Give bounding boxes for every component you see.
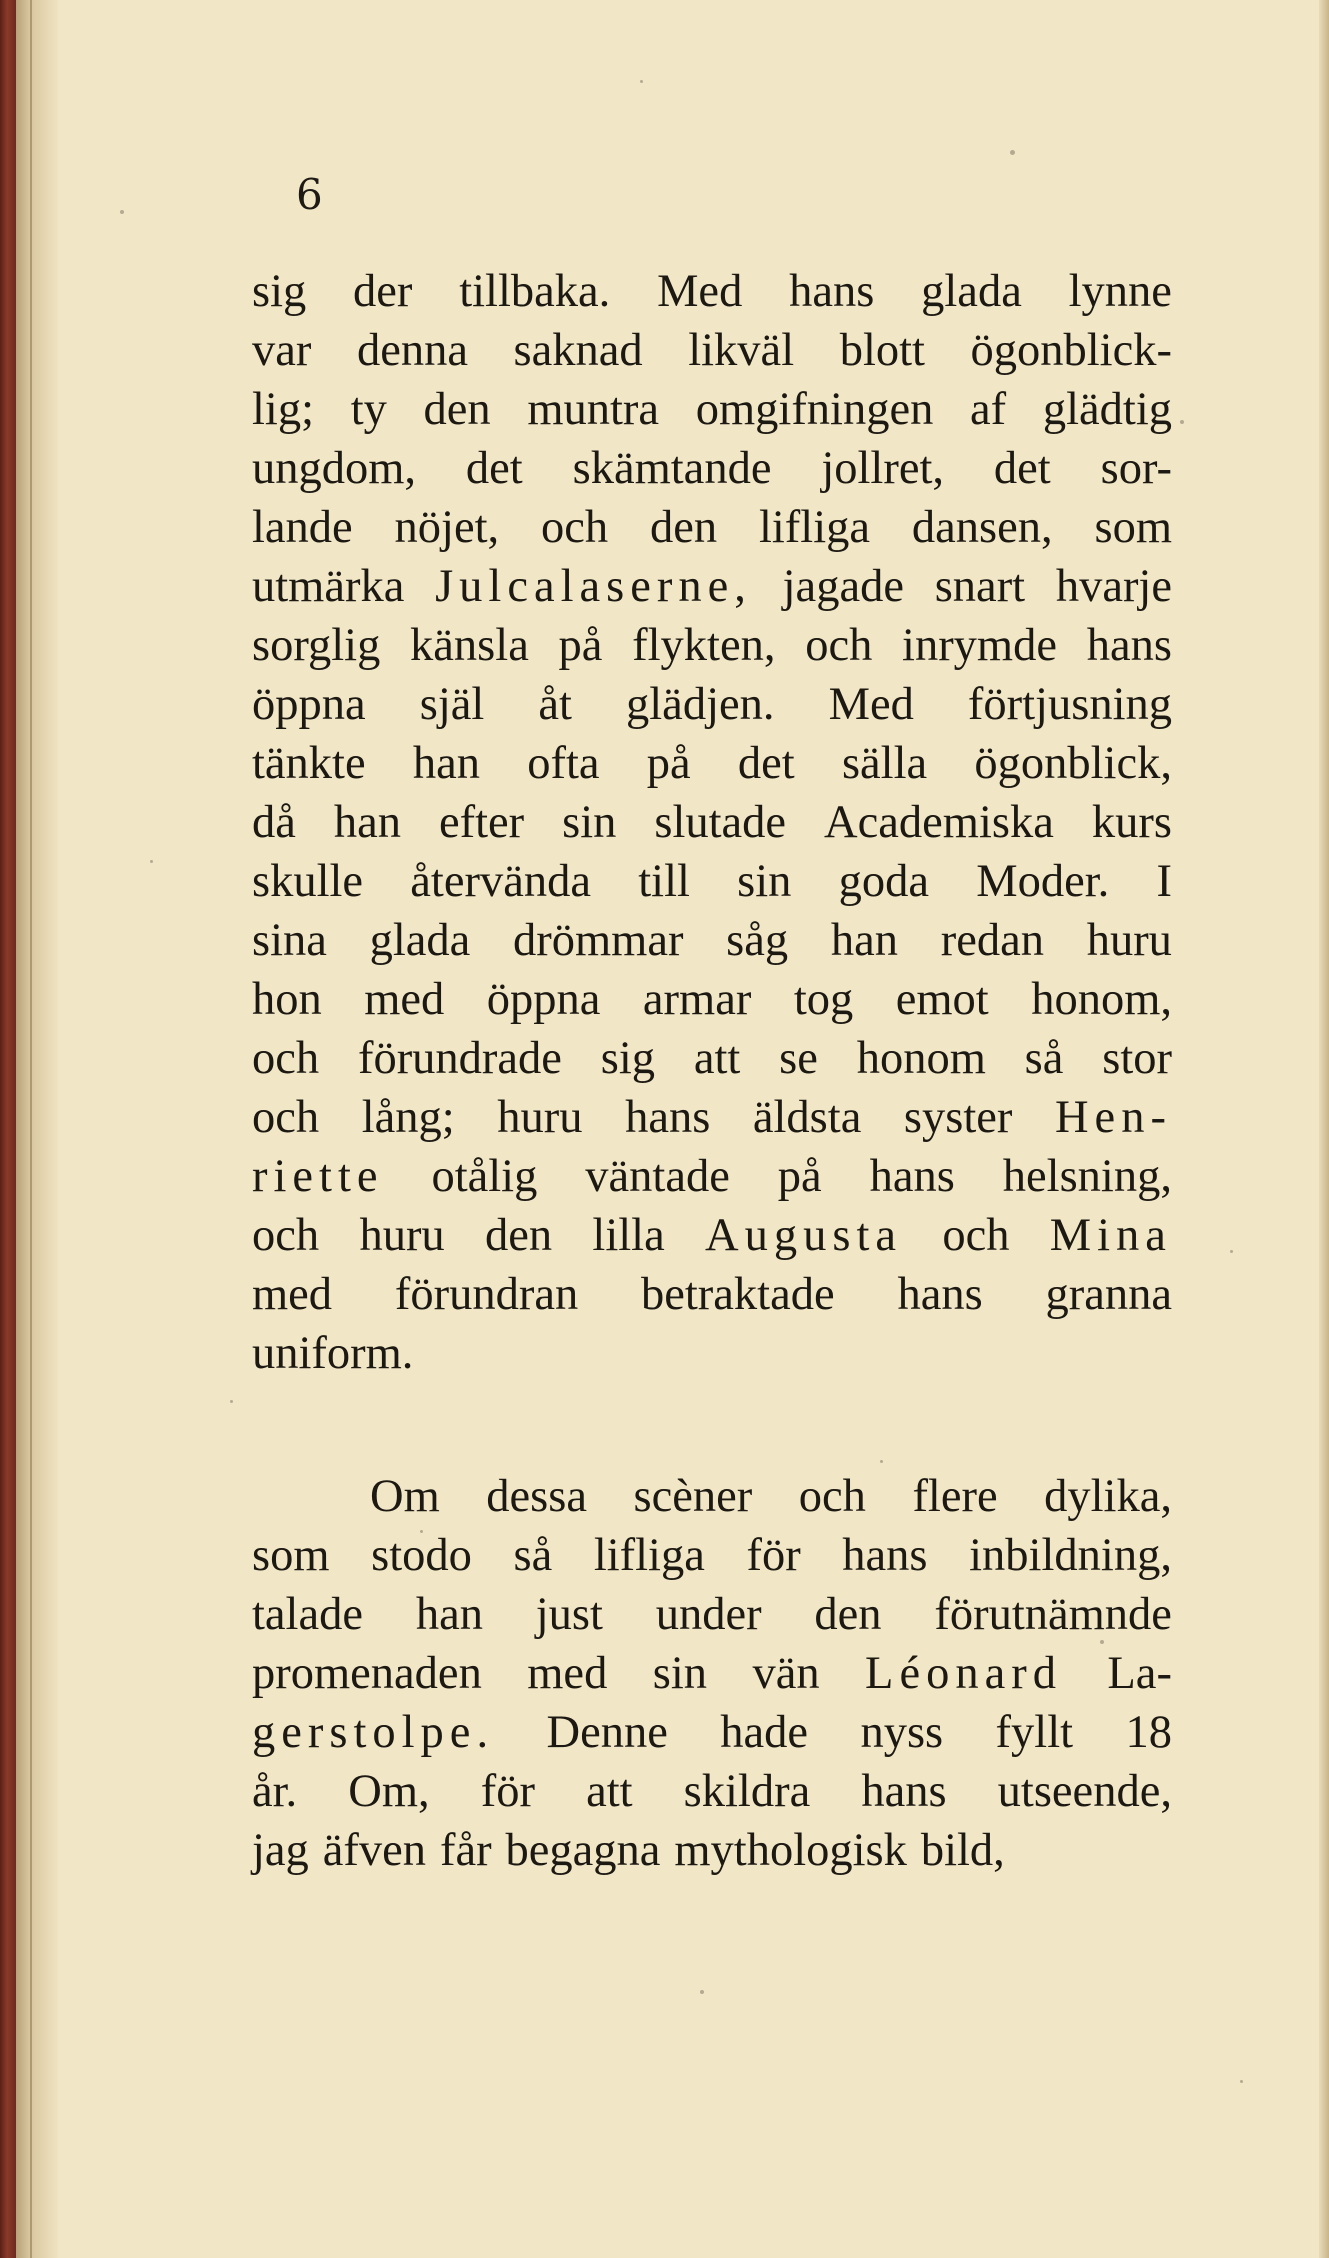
word: det <box>465 443 523 494</box>
word: drömmar <box>513 915 684 966</box>
gutter-line <box>30 0 32 2258</box>
word: ungdom, <box>252 443 417 494</box>
word: så <box>1024 1033 1064 1084</box>
text-line <box>252 380 1172 439</box>
word: Denne <box>546 1707 668 1758</box>
page-number: 6 <box>296 170 323 219</box>
word: dessa <box>486 1471 587 1522</box>
word: promenaden <box>252 1648 482 1699</box>
word: gerstolpe. <box>252 1707 495 1758</box>
word: huru <box>1086 915 1172 966</box>
word: omgifningen <box>695 384 934 435</box>
word: tillbaka. <box>459 266 611 317</box>
word: sälla <box>841 738 928 789</box>
paper-fleck <box>700 1990 704 1994</box>
word: Mina <box>1049 1210 1172 1261</box>
word: talade <box>252 1589 364 1640</box>
text-line <box>252 734 1172 793</box>
word: betraktade <box>641 1269 835 1320</box>
word: Hen- <box>1054 1092 1172 1143</box>
word: tog <box>793 974 854 1025</box>
word: sor- <box>1100 443 1172 494</box>
paper-fleck <box>1180 420 1184 424</box>
text-line <box>252 1324 1172 1383</box>
paper-fleck <box>1230 1250 1233 1253</box>
word: till <box>638 856 690 907</box>
word: han <box>830 915 899 966</box>
word: då <box>252 797 296 848</box>
word: och <box>252 1033 320 1084</box>
word: fyllt <box>995 1707 1074 1758</box>
word: hans <box>625 1092 711 1143</box>
word: der <box>353 266 413 317</box>
word: glada <box>921 266 1022 317</box>
word: för <box>480 1766 535 1817</box>
text-line <box>252 616 1172 675</box>
word: uniform. <box>252 1328 414 1379</box>
book-binding <box>0 0 16 2258</box>
word: den <box>649 502 718 553</box>
word: slutade <box>654 797 787 848</box>
word: af <box>970 384 1007 435</box>
word: utseende, <box>997 1766 1172 1817</box>
paper-fleck <box>1010 150 1015 155</box>
word: hans <box>842 1530 928 1581</box>
word: Om, <box>348 1766 430 1817</box>
word: med <box>252 1269 333 1320</box>
word: I <box>1156 856 1172 907</box>
word: såg <box>726 915 789 966</box>
word: åt <box>538 679 572 730</box>
word: jag <box>252 1825 309 1876</box>
word: med <box>527 1648 608 1699</box>
word: sin <box>562 797 617 848</box>
word: förutnämnde <box>934 1589 1172 1640</box>
word: tänkte <box>252 738 366 789</box>
word: år. <box>252 1766 298 1817</box>
word: väntade <box>585 1151 730 1202</box>
word: hade <box>720 1707 809 1758</box>
word: och <box>252 1210 320 1261</box>
word: emot <box>895 974 989 1025</box>
word: förundrade <box>357 1033 562 1084</box>
word: glädjen. <box>626 679 775 730</box>
word: likväl <box>688 325 795 376</box>
word: lång; <box>361 1092 455 1143</box>
word: som <box>252 1530 330 1581</box>
word: han <box>333 797 401 848</box>
word: glädtig <box>1042 384 1172 435</box>
word: muntra <box>527 384 660 435</box>
word: se <box>779 1033 818 1084</box>
word: att <box>586 1766 633 1817</box>
word: dylika, <box>1044 1471 1172 1522</box>
word: förundran <box>394 1269 579 1320</box>
word: inbildning, <box>969 1530 1172 1581</box>
word: nöjet, <box>394 502 500 553</box>
word: öppna <box>486 974 601 1025</box>
word: ty <box>350 384 387 435</box>
word: förtjusning <box>967 679 1172 730</box>
text-line <box>252 1088 1172 1147</box>
word: vän <box>752 1648 820 1699</box>
word: lifliga <box>593 1530 705 1581</box>
word: flere <box>912 1471 998 1522</box>
text-line <box>252 498 1172 557</box>
word: dansen, <box>911 502 1053 553</box>
text-line <box>252 439 1172 498</box>
paragraph <box>252 1467 1172 1880</box>
paper-fleck <box>420 1530 423 1533</box>
word: lig; <box>252 384 315 435</box>
word: den <box>423 384 491 435</box>
word: bild, <box>920 1825 1005 1876</box>
text-line <box>252 321 1172 380</box>
word: huru <box>497 1092 583 1143</box>
word: stodo <box>371 1530 472 1581</box>
word: sig <box>252 266 307 317</box>
word: otålig <box>431 1151 538 1202</box>
word: och <box>798 1471 866 1522</box>
paper-fleck <box>1100 1640 1104 1644</box>
word: sig <box>600 1033 656 1084</box>
text-line <box>252 793 1172 852</box>
word: 18 <box>1125 1707 1172 1758</box>
word: får <box>439 1825 492 1876</box>
word: hans <box>1086 620 1172 671</box>
word: efter <box>438 797 525 848</box>
text-line <box>252 1821 1172 1880</box>
word: sin <box>652 1648 708 1699</box>
text-line <box>252 1265 1172 1324</box>
word: honom, <box>1031 974 1172 1025</box>
word: och <box>541 502 609 553</box>
word: hans <box>897 1269 983 1320</box>
word: på <box>777 1151 822 1202</box>
word: saknad <box>513 325 643 376</box>
word: och <box>805 620 873 671</box>
word: honom <box>856 1033 986 1084</box>
word: blott <box>839 325 925 376</box>
word: jagade <box>782 561 904 612</box>
text-line <box>252 262 1172 321</box>
word: hvarje <box>1055 561 1172 612</box>
word: känsla <box>410 620 529 671</box>
word: utmärka <box>252 561 405 612</box>
text-line <box>252 1029 1172 1088</box>
paragraph <box>252 262 1172 1383</box>
word: hans <box>789 266 875 317</box>
text-line <box>252 1467 1172 1526</box>
word: Om <box>370 1471 440 1522</box>
text-line <box>252 1703 1172 1762</box>
word: kurs <box>1091 797 1172 848</box>
word: scèner <box>633 1471 753 1522</box>
word: och <box>252 1092 320 1143</box>
word: jollret, <box>821 443 945 494</box>
text-line <box>252 1644 1172 1703</box>
word: stor <box>1102 1033 1172 1084</box>
word: begagna <box>505 1825 661 1876</box>
word: Julcalaserne, <box>435 561 752 612</box>
page-edge <box>1319 0 1329 2258</box>
word: denna <box>356 325 468 376</box>
word: den <box>484 1210 553 1261</box>
word: lilla <box>592 1210 665 1261</box>
word: nyss <box>860 1707 944 1758</box>
word: ofta <box>527 738 600 789</box>
word: äfven <box>322 1825 427 1876</box>
paper-fleck <box>640 80 643 83</box>
word: armar <box>642 974 752 1025</box>
word: på <box>558 620 603 671</box>
word: riette <box>252 1151 384 1202</box>
word: och <box>942 1210 1010 1261</box>
word: glada <box>369 915 471 966</box>
paper-fleck <box>150 860 153 863</box>
word: för <box>746 1530 801 1581</box>
word: lifliga <box>758 502 871 553</box>
word: Moder. <box>976 856 1110 907</box>
paper-fleck <box>880 1460 883 1463</box>
text-line <box>252 1147 1172 1206</box>
word: redan <box>940 915 1044 966</box>
text-line <box>252 852 1172 911</box>
word: flykten, <box>632 620 776 671</box>
word: sina <box>252 915 327 966</box>
text-line <box>252 675 1172 734</box>
text-line <box>252 1585 1172 1644</box>
word: öppna <box>252 679 366 730</box>
word: inrymde <box>902 620 1057 671</box>
word: skulle <box>252 856 364 907</box>
word: under <box>655 1589 762 1640</box>
paragraph-gap <box>252 1383 1172 1467</box>
word: det <box>993 443 1051 494</box>
word: Augusta <box>705 1210 903 1261</box>
word: själ <box>419 679 485 730</box>
word: mythologisk <box>674 1825 907 1876</box>
word: äldsta <box>752 1092 862 1143</box>
word: Léonard <box>865 1648 1062 1699</box>
word: sin <box>737 856 792 907</box>
word: goda <box>838 856 930 907</box>
text-line <box>252 911 1172 970</box>
word: hans <box>861 1766 947 1817</box>
word: Academiska <box>824 797 1054 848</box>
word: syster <box>903 1092 1013 1143</box>
word: på <box>646 738 691 789</box>
body-text <box>252 262 1172 1880</box>
word: hans <box>869 1151 955 1202</box>
word: ögonblick- <box>970 325 1172 376</box>
word: sorglig <box>252 620 381 671</box>
word: som <box>1094 502 1172 553</box>
text-line <box>252 1526 1172 1585</box>
text-line <box>252 557 1172 616</box>
word: helsning, <box>1002 1151 1172 1202</box>
word: Med <box>828 679 914 730</box>
word: han <box>415 1589 483 1640</box>
word: var <box>252 325 312 376</box>
word: huru <box>359 1210 445 1261</box>
word: La- <box>1107 1648 1172 1699</box>
word: lynne <box>1068 266 1172 317</box>
word: han <box>412 738 480 789</box>
text-line <box>252 970 1172 1029</box>
word: återvända <box>410 856 592 907</box>
word: lande <box>252 502 353 553</box>
word: så <box>513 1530 553 1581</box>
word: ögonblick, <box>974 738 1172 789</box>
text-line <box>252 1206 1172 1265</box>
word: med <box>364 974 445 1025</box>
word: hon <box>252 974 322 1025</box>
word: skämtande <box>572 443 772 494</box>
paper-fleck <box>120 210 124 214</box>
word: det <box>737 738 795 789</box>
paper-fleck <box>230 1400 233 1403</box>
page-gutter <box>16 0 58 2258</box>
paper-fleck <box>1240 2080 1243 2083</box>
word: just <box>535 1589 603 1640</box>
word: Med <box>657 266 743 317</box>
word: den <box>814 1589 882 1640</box>
word: snart <box>934 561 1026 612</box>
word: granna <box>1045 1269 1172 1320</box>
word: att <box>693 1033 741 1084</box>
text-line <box>252 1762 1172 1821</box>
word: skildra <box>683 1766 811 1817</box>
